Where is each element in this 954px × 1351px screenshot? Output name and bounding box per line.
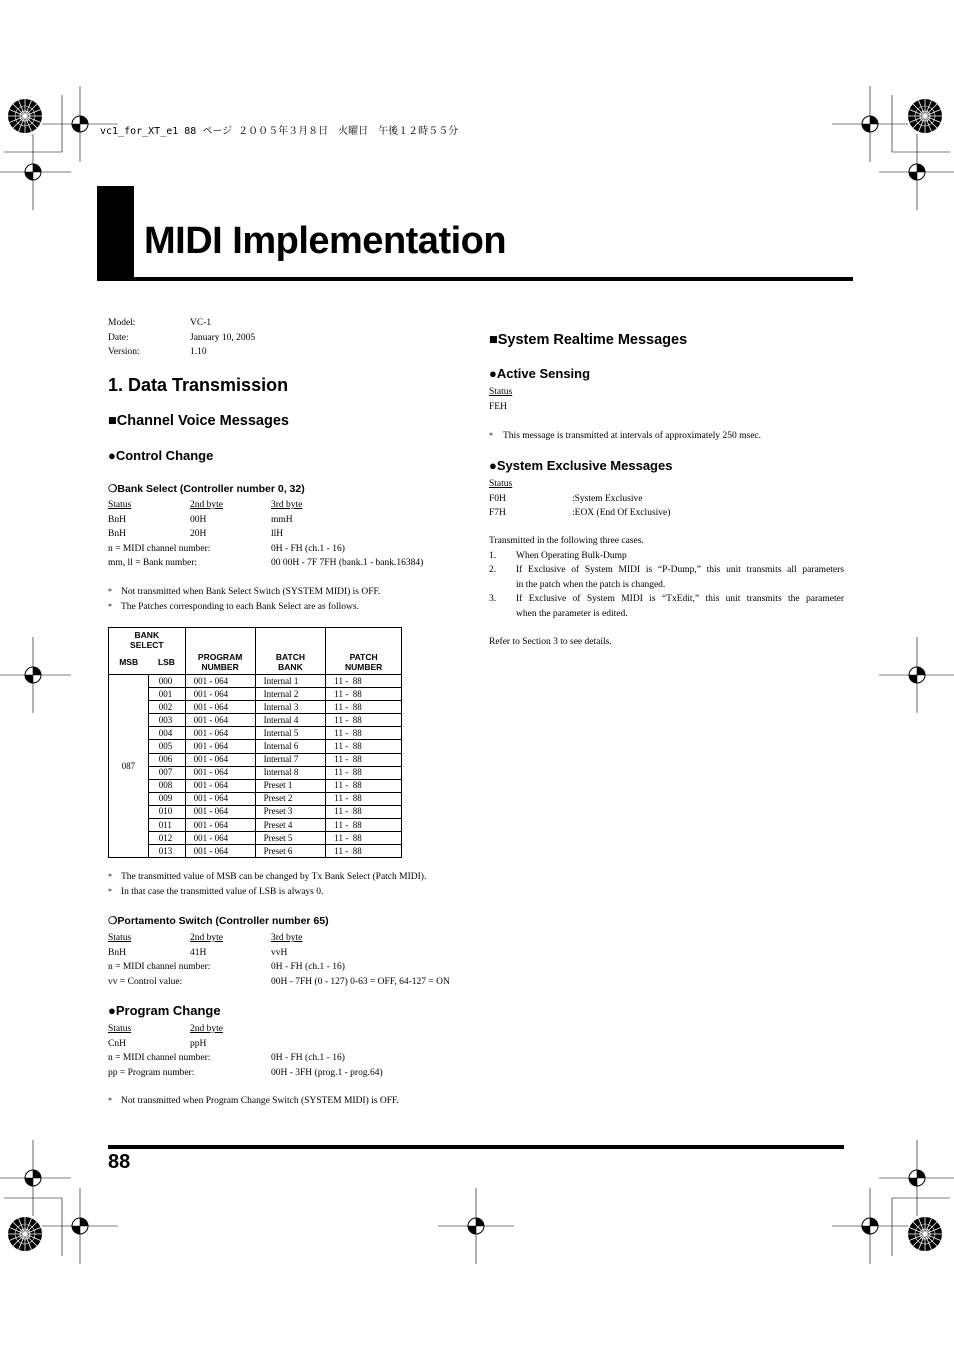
lsb-cell: 011 <box>148 819 185 832</box>
status-byte: F0H <box>489 493 506 504</box>
table-row <box>109 740 402 753</box>
col-header: 3rd byte <box>271 500 303 510</box>
program-number-cell: 001 - 064 <box>185 779 255 792</box>
patch-number-cell: 11 - 88 <box>326 727 402 740</box>
table-row <box>109 779 402 792</box>
note-text: Not transmitted when Program Change Switch (SYSTEM MIDI) is OFF. <box>121 1096 399 1106</box>
patch-number-cell: 11 - 88 <box>326 701 402 714</box>
batch-bank-cell: Internal 2 <box>255 688 326 701</box>
batch-bank-cell: Preset 4 <box>255 819 326 832</box>
col-header: Status <box>108 500 132 510</box>
note-text: The Patches corresponding to each Bank Select are as follows. <box>121 601 359 612</box>
info-label: Version: <box>108 347 140 357</box>
msb-cell: 087 <box>109 675 149 858</box>
patch-number-cell: 11 - 88 <box>326 753 402 766</box>
lsb-cell: 007 <box>148 766 185 779</box>
lsb-cell: 004 <box>148 727 185 740</box>
program-number-cell: 001 - 064 <box>185 675 255 688</box>
program-number-cell: 001 - 064 <box>185 740 255 753</box>
col-header: 2nd byte <box>190 933 223 943</box>
info-value: January 10, 2005 <box>190 332 256 343</box>
print-header: vc1_for_XT_e1 88 ページ ２００５年３月８日 火曜日 午後１２時５５分 <box>100 126 459 137</box>
section-heading: 1. Data Transmission <box>108 375 289 395</box>
def-value: 0H - FH (ch.1 - 16) <box>271 962 345 972</box>
table-row <box>109 701 402 714</box>
patch-number-cell: 11 - 88 <box>326 819 402 832</box>
program-number-cell: 001 - 064 <box>185 832 255 845</box>
data-byte: vvH <box>271 947 288 958</box>
lsb-cell: 009 <box>148 792 185 805</box>
status-byte: CnH <box>108 1038 126 1049</box>
message-heading: ●Active Sensing <box>489 366 591 381</box>
lsb-cell: 012 <box>148 832 185 845</box>
bank-table <box>108 627 402 858</box>
batch-bank-cell: Internal 3 <box>255 701 326 714</box>
data-byte: 41H <box>190 947 207 958</box>
def-label: pp = Program number: <box>108 1067 195 1078</box>
header-bank-select: BANK SELECT <box>109 628 186 651</box>
batch-bank-cell: Internal 4 <box>255 714 326 727</box>
table-row <box>109 753 402 766</box>
program-number-cell: 001 - 064 <box>185 701 255 714</box>
message-heading: ●Control Change <box>108 448 214 463</box>
patch-number-cell: 11 - 88 <box>326 688 402 701</box>
data-byte: llH <box>271 529 284 539</box>
batch-bank-cell: Preset 5 <box>255 832 326 845</box>
def-label: mm, ll = Bank number: <box>108 558 198 568</box>
controller-heading: ❍Portamento Switch (Controller number 65) <box>108 915 329 927</box>
info-label: Date: <box>108 332 129 343</box>
status-byte: BnH <box>108 529 126 539</box>
batch-bank-cell: Internal 8 <box>255 766 326 779</box>
note-marker: * <box>108 601 112 611</box>
program-number-cell: 001 - 064 <box>185 805 255 818</box>
title-underline <box>97 277 853 281</box>
table-row <box>109 845 402 858</box>
bank-select-notes <box>108 585 468 615</box>
note-marker: * <box>489 431 493 440</box>
batch-bank-cell: Preset 2 <box>255 792 326 805</box>
batch-bank-cell: Preset 6 <box>255 845 326 858</box>
lsb-cell: 002 <box>148 701 185 714</box>
program-number-cell: 001 - 064 <box>185 792 255 805</box>
table-row <box>109 805 402 818</box>
status-desc: :System Exclusive <box>572 493 643 504</box>
def-value: 0H - FH (ch.1 - 16) <box>271 543 345 554</box>
subsection-heading: ■Channel Voice Messages <box>108 413 289 429</box>
patch-number-cell: 11 - 88 <box>326 845 402 858</box>
col-header: 2nd byte <box>190 500 223 510</box>
case-text: If Exclusive of System MIDI is “P-Dump,” this unit transmits all parameters <box>516 565 844 575</box>
case-text: in the patch when the patch is changed. <box>516 579 666 590</box>
patch-number-cell: 11 - 88 <box>326 740 402 753</box>
page-title: MIDI Implementation <box>144 220 507 262</box>
batch-bank-cell: Preset 1 <box>255 779 326 792</box>
lsb-cell: 006 <box>148 753 185 766</box>
col-header: Status <box>489 387 513 397</box>
data-byte: 00H <box>190 514 207 525</box>
col-header: 3rd byte <box>271 933 303 943</box>
status-byte: F7H <box>489 508 506 518</box>
patch-number-cell: 11 - 88 <box>326 779 402 792</box>
subsection-heading: ■System Realtime Messages <box>489 332 688 348</box>
program-number-cell: 001 - 064 <box>185 688 255 701</box>
table-row <box>109 688 402 701</box>
data-byte: 20H <box>190 529 207 539</box>
col-header: 2nd byte <box>190 1024 223 1034</box>
table-row <box>109 675 402 688</box>
case-text: when the parameter is edited. <box>516 608 628 619</box>
cases-intro: Transmitted in the following three cases. <box>489 536 644 546</box>
data-byte: ppH <box>190 1038 207 1049</box>
table-row <box>109 766 402 779</box>
patch-number-cell: 11 - 88 <box>326 675 402 688</box>
case-number: 1. <box>489 550 497 561</box>
table-row <box>109 714 402 727</box>
message-heading: ●Program Change <box>108 1003 221 1018</box>
program-change-bytes <box>108 1022 468 1082</box>
def-value: 0H - FH (ch.1 - 16) <box>271 1053 345 1063</box>
def-value: 00H - 7FH (0 - 127) 0-63 = OFF, 64-127 = ON <box>271 976 450 987</box>
def-value: 00 00H - 7F 7FH (bank.1 - bank.16384) <box>271 558 424 568</box>
batch-bank-cell: Internal 1 <box>255 675 326 688</box>
header-msb: MSB <box>119 657 139 667</box>
status-byte: BnH <box>108 514 126 525</box>
def-label: n = MIDI channel number: <box>108 1053 211 1063</box>
title-block-bar <box>97 186 134 280</box>
batch-bank-cell: Internal 6 <box>255 740 326 753</box>
bank-select-bytes <box>108 498 468 573</box>
status-byte: FEH <box>489 401 507 412</box>
header-program-number: PROGRAM NUMBER <box>185 628 255 675</box>
case-number: 2. <box>489 565 497 575</box>
note-text: This message is transmitted at intervals of approximately 250 msec. <box>503 431 762 441</box>
case-text: When Operating Bulk-Dump <box>516 550 627 561</box>
note-text: In that case the transmitted value of LSB is always 0. <box>121 886 324 897</box>
lsb-cell: 010 <box>148 805 185 818</box>
footer-rule <box>108 1145 844 1149</box>
controller-heading: ❍Bank Select (Controller number 0, 32) <box>108 483 305 495</box>
lsb-cell: 013 <box>148 845 185 858</box>
batch-bank-cell: Internal 5 <box>255 727 326 740</box>
program-number-cell: 001 - 064 <box>185 766 255 779</box>
active-sensing-bytes <box>489 385 789 415</box>
def-label: n = MIDI channel number: <box>108 962 211 972</box>
program-number-cell: 001 - 064 <box>185 819 255 832</box>
def-label: vv = Control value: <box>108 976 183 987</box>
note-marker: * <box>108 886 112 896</box>
note-marker: * <box>108 587 112 596</box>
lsb-cell: 003 <box>148 714 185 727</box>
batch-bank-cell: Preset 3 <box>255 805 326 818</box>
note-text: Not transmitted when Bank Select Switch (SYSTEM MIDI) is OFF. <box>121 587 381 597</box>
case-text: If Exclusive of System MIDI is “TxEdit,” this unit transmits the parameter <box>516 594 844 604</box>
patch-number-cell: 11 - 88 <box>326 805 402 818</box>
page-number: 88 <box>108 1151 131 1173</box>
program-number-cell: 001 - 064 <box>185 727 255 740</box>
lsb-cell: 005 <box>148 740 185 753</box>
refer-text: Refer to Section 3 to see details. <box>489 637 612 647</box>
col-header: Status <box>108 1024 132 1034</box>
program-number-cell: 001 - 064 <box>185 753 255 766</box>
program-number-cell: 001 - 064 <box>185 714 255 727</box>
document-info <box>108 316 308 361</box>
status-byte: BnH <box>108 947 126 958</box>
header-lsb: LSB <box>148 650 185 675</box>
lsb-cell: 001 <box>148 688 185 701</box>
def-value: 00H - 3FH (prog.1 - prog.64) <box>271 1067 383 1078</box>
col-header: Status <box>489 479 513 489</box>
portamento-bytes <box>108 931 468 991</box>
header-patch-number: PATCH NUMBER <box>344 652 383 672</box>
table-row <box>109 819 402 832</box>
case-number: 3. <box>489 594 497 604</box>
note-text: The transmitted value of MSB can be changed by Tx Bank Select (Patch MIDI). <box>121 872 427 882</box>
table-row <box>109 832 402 845</box>
batch-bank-cell: Internal 7 <box>255 753 326 766</box>
note-marker: * <box>108 872 112 881</box>
patch-number-cell: 11 - 88 <box>326 792 402 805</box>
patch-number-cell: 11 - 88 <box>326 714 402 727</box>
note-marker: * <box>108 1096 112 1105</box>
data-byte: mmH <box>271 514 293 525</box>
patch-number-cell: 11 - 88 <box>326 832 402 845</box>
patch-number-cell: 11 - 88 <box>326 766 402 779</box>
table-row <box>109 792 402 805</box>
message-heading: ●System Exclusive Messages <box>489 458 673 473</box>
col-header: Status <box>108 933 132 943</box>
info-label: Model: <box>108 318 136 328</box>
def-label: n = MIDI channel number: <box>108 543 211 554</box>
program-number-cell: 001 - 064 <box>185 845 255 858</box>
sysex-bytes <box>489 477 789 522</box>
status-desc: :EOX (End Of Exclusive) <box>572 508 671 518</box>
bank-table-notes <box>108 870 468 900</box>
header-batch-bank: BATCH BANK <box>255 628 326 675</box>
table-row <box>109 727 402 740</box>
lsb-cell: 000 <box>148 675 185 688</box>
sysex-cases <box>489 534 845 624</box>
info-value: 1.10 <box>190 347 207 357</box>
lsb-cell: 008 <box>148 779 185 792</box>
info-value: VC-1 <box>190 318 212 328</box>
active-sensing-note <box>489 429 849 444</box>
program-change-note <box>108 1094 468 1109</box>
